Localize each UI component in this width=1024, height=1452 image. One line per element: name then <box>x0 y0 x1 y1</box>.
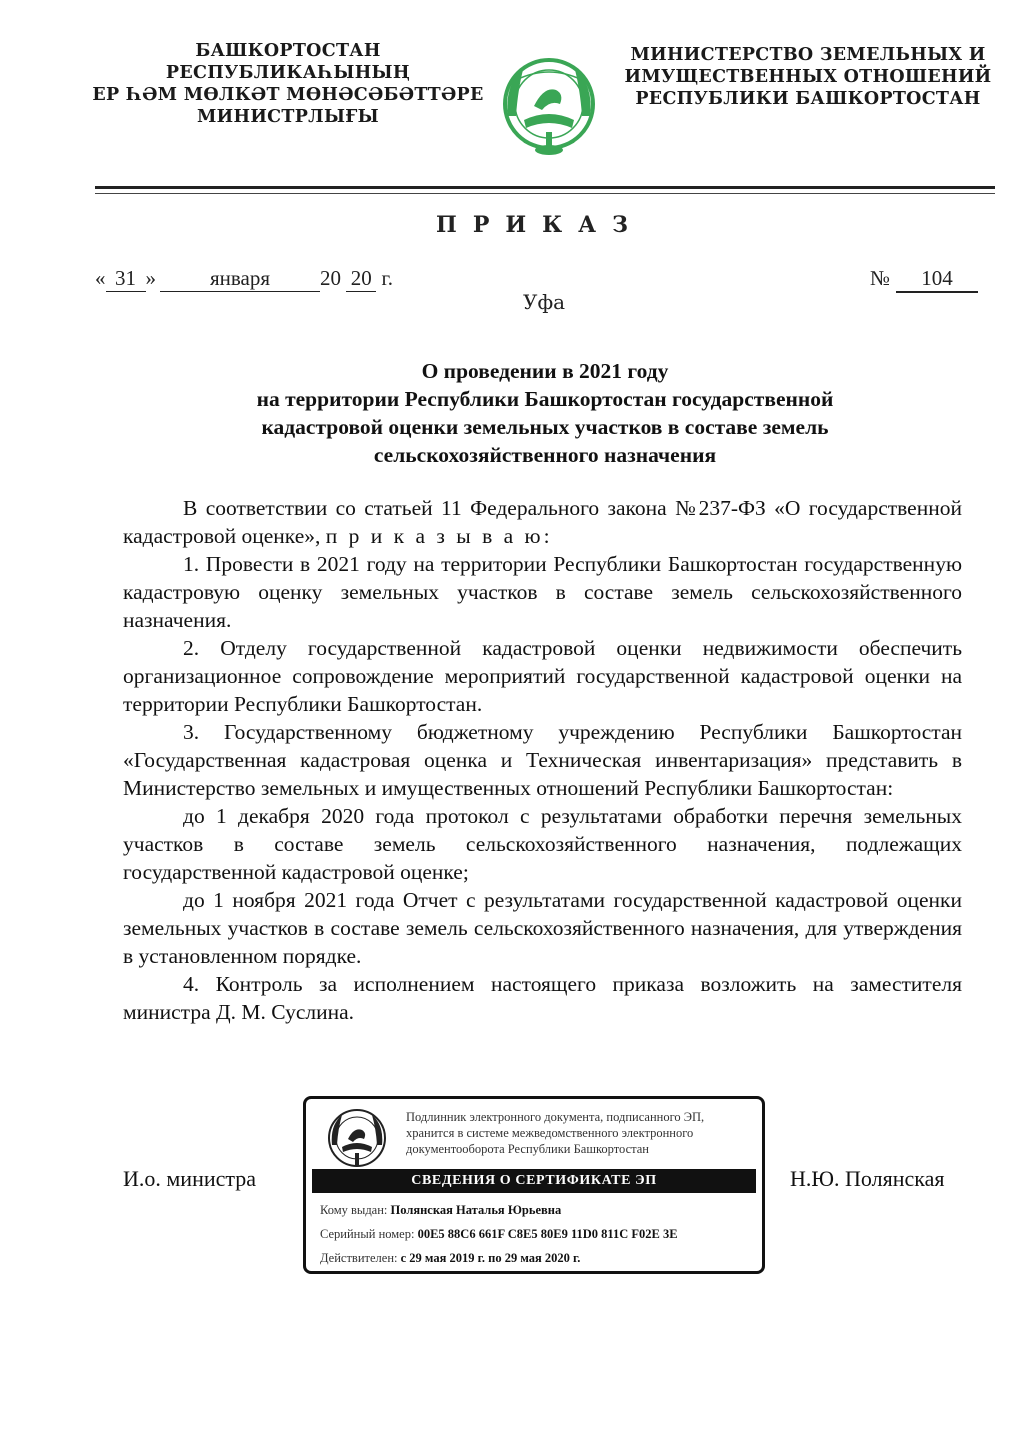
body-order-word: п р и к а з ы в а ю: <box>325 524 553 548</box>
header-left-line: БАШКОРТОСТАН РЕСПУБЛИКАҺЫНЫҢ <box>165 41 411 83</box>
header-right-line: МИНИСТЕРСТВО ЗЕМЕЛЬНЫХ И <box>630 45 986 65</box>
stamp-note-line: Подлинник электронного документа, подписанного ЭП, <box>406 1110 705 1124</box>
date-close-quote: » <box>145 266 156 290</box>
header-divider-thin <box>95 193 995 194</box>
header-right-line: РЕСПУБЛИКИ БАШКОРТОСТАН <box>635 89 981 109</box>
stamp-serial-row <box>320 1227 678 1242</box>
document-number <box>870 266 978 293</box>
body-intro-text: В соответствии со статьей 11 Федерального закона №237-ФЗ «О государственной кадастровой оценке», <box>123 496 962 548</box>
date-open-quote: « <box>95 266 106 290</box>
stamp-issued-value: Полянская Наталья Юрьевна <box>390 1203 562 1217</box>
stamp-serial-label: Серийный номер: <box>320 1227 415 1241</box>
stamp-note-line: хранится в системе межведомственного электронного <box>406 1126 694 1140</box>
header-right-line: ИМУЩЕСТВЕННЫХ ОТНОШЕНИЙ <box>624 67 992 87</box>
body-item-4: 4. Контроль за исполнением настоящего приказа возложить на заместителя министра Д. М. Суслина. <box>123 972 962 1024</box>
signatory-name: Н.Ю. Полянская <box>790 1166 945 1191</box>
body-item-1: 1. Провести в 2021 году на территории Республики Башкортостан государственную кадастровую оценку земельных участков в составе земель сельскохозяйственного назначения. <box>123 552 962 632</box>
subject-line: на территории Республики Башкортостан государственной <box>256 387 834 411</box>
stamp-issued-row <box>320 1203 561 1218</box>
header-left-line: МИНИСТРЛЫҒЫ <box>197 107 379 127</box>
stamp-note-line: документооборота Республики Башкортостан <box>406 1142 649 1156</box>
stamp-certificate-title: СВЕДЕНИЯ О СЕРТИФИКАТЕ ЭП <box>312 1169 756 1193</box>
document-body <box>123 494 962 1026</box>
stamp-emblem-icon <box>324 1105 390 1171</box>
date-month: января <box>160 266 320 292</box>
document-subject <box>160 357 930 469</box>
number-value: 104 <box>896 266 978 293</box>
electronic-signature-stamp <box>303 1096 765 1274</box>
body-item-3a: до 1 декабря 2020 года протокол с результатами обработки перечня земельных участков в составе земель сельскохозяйственного назначения, подлежащих государственной кадастровой оценке; <box>123 804 962 884</box>
header-right-ministry-name <box>620 44 996 110</box>
header-divider-thick <box>95 186 995 189</box>
subject-line: сельскохозяйственного назначения <box>373 443 717 467</box>
date-year-suffix: 20 <box>346 266 376 292</box>
stamp-valid-row <box>320 1251 580 1266</box>
body-intro-paragraph <box>123 494 962 550</box>
number-sign: № <box>870 266 891 290</box>
body-item-2: 2. Отделу государственной кадастровой оценки недвижимости обеспечить организационное сопровождение мероприятий государственной кадастровой оценки на территории Республики Башкортостан. <box>123 636 962 716</box>
date-day: 31 <box>106 266 146 292</box>
subject-line: кадастровой оценки земельных участков в составе земель <box>261 415 829 439</box>
body-item-3b: до 1 ноября 2021 года Отчет с результатами государственной кадастровой оценки земельных участков в составе земель сельскохозяйственного назначения, для утверждения в установленном порядке. <box>123 888 962 968</box>
stamp-issued-label: Кому выдан: <box>320 1203 388 1217</box>
signatory-position: И.о. министра <box>123 1166 257 1191</box>
city-name: Уфа <box>523 290 566 314</box>
date-year-mark: г. <box>381 266 393 290</box>
header-left-ministry-name <box>88 40 488 128</box>
stamp-note <box>406 1109 756 1157</box>
stamp-serial-value: 00E5 88C6 661F C8E5 80E9 11D0 811C F02E 3E <box>417 1227 678 1241</box>
document-type-title: ПРИКАЗ <box>436 212 644 238</box>
date-line <box>95 266 393 292</box>
bashkortostan-emblem-icon <box>494 46 604 162</box>
stamp-valid-value: с 29 мая 2019 г. по 29 мая 2020 г. <box>400 1251 581 1265</box>
subject-line: О проведении в 2021 году <box>421 359 669 383</box>
header-left-line: ЕР ҺӘМ МӨЛКӘТ МӨНӘСӘБӘТТӘРЕ <box>92 85 484 105</box>
stamp-valid-label: Действителен: <box>320 1251 398 1265</box>
date-year-prefix: 20 <box>320 266 341 290</box>
body-item-3: 3. Государственному бюджетному учреждению Республики Башкортостан «Государственная кадастровая оценка и Техническая инвентаризация» представить в Министерство земельных и имущественных отношений Республики Башкортостан: <box>123 720 962 800</box>
